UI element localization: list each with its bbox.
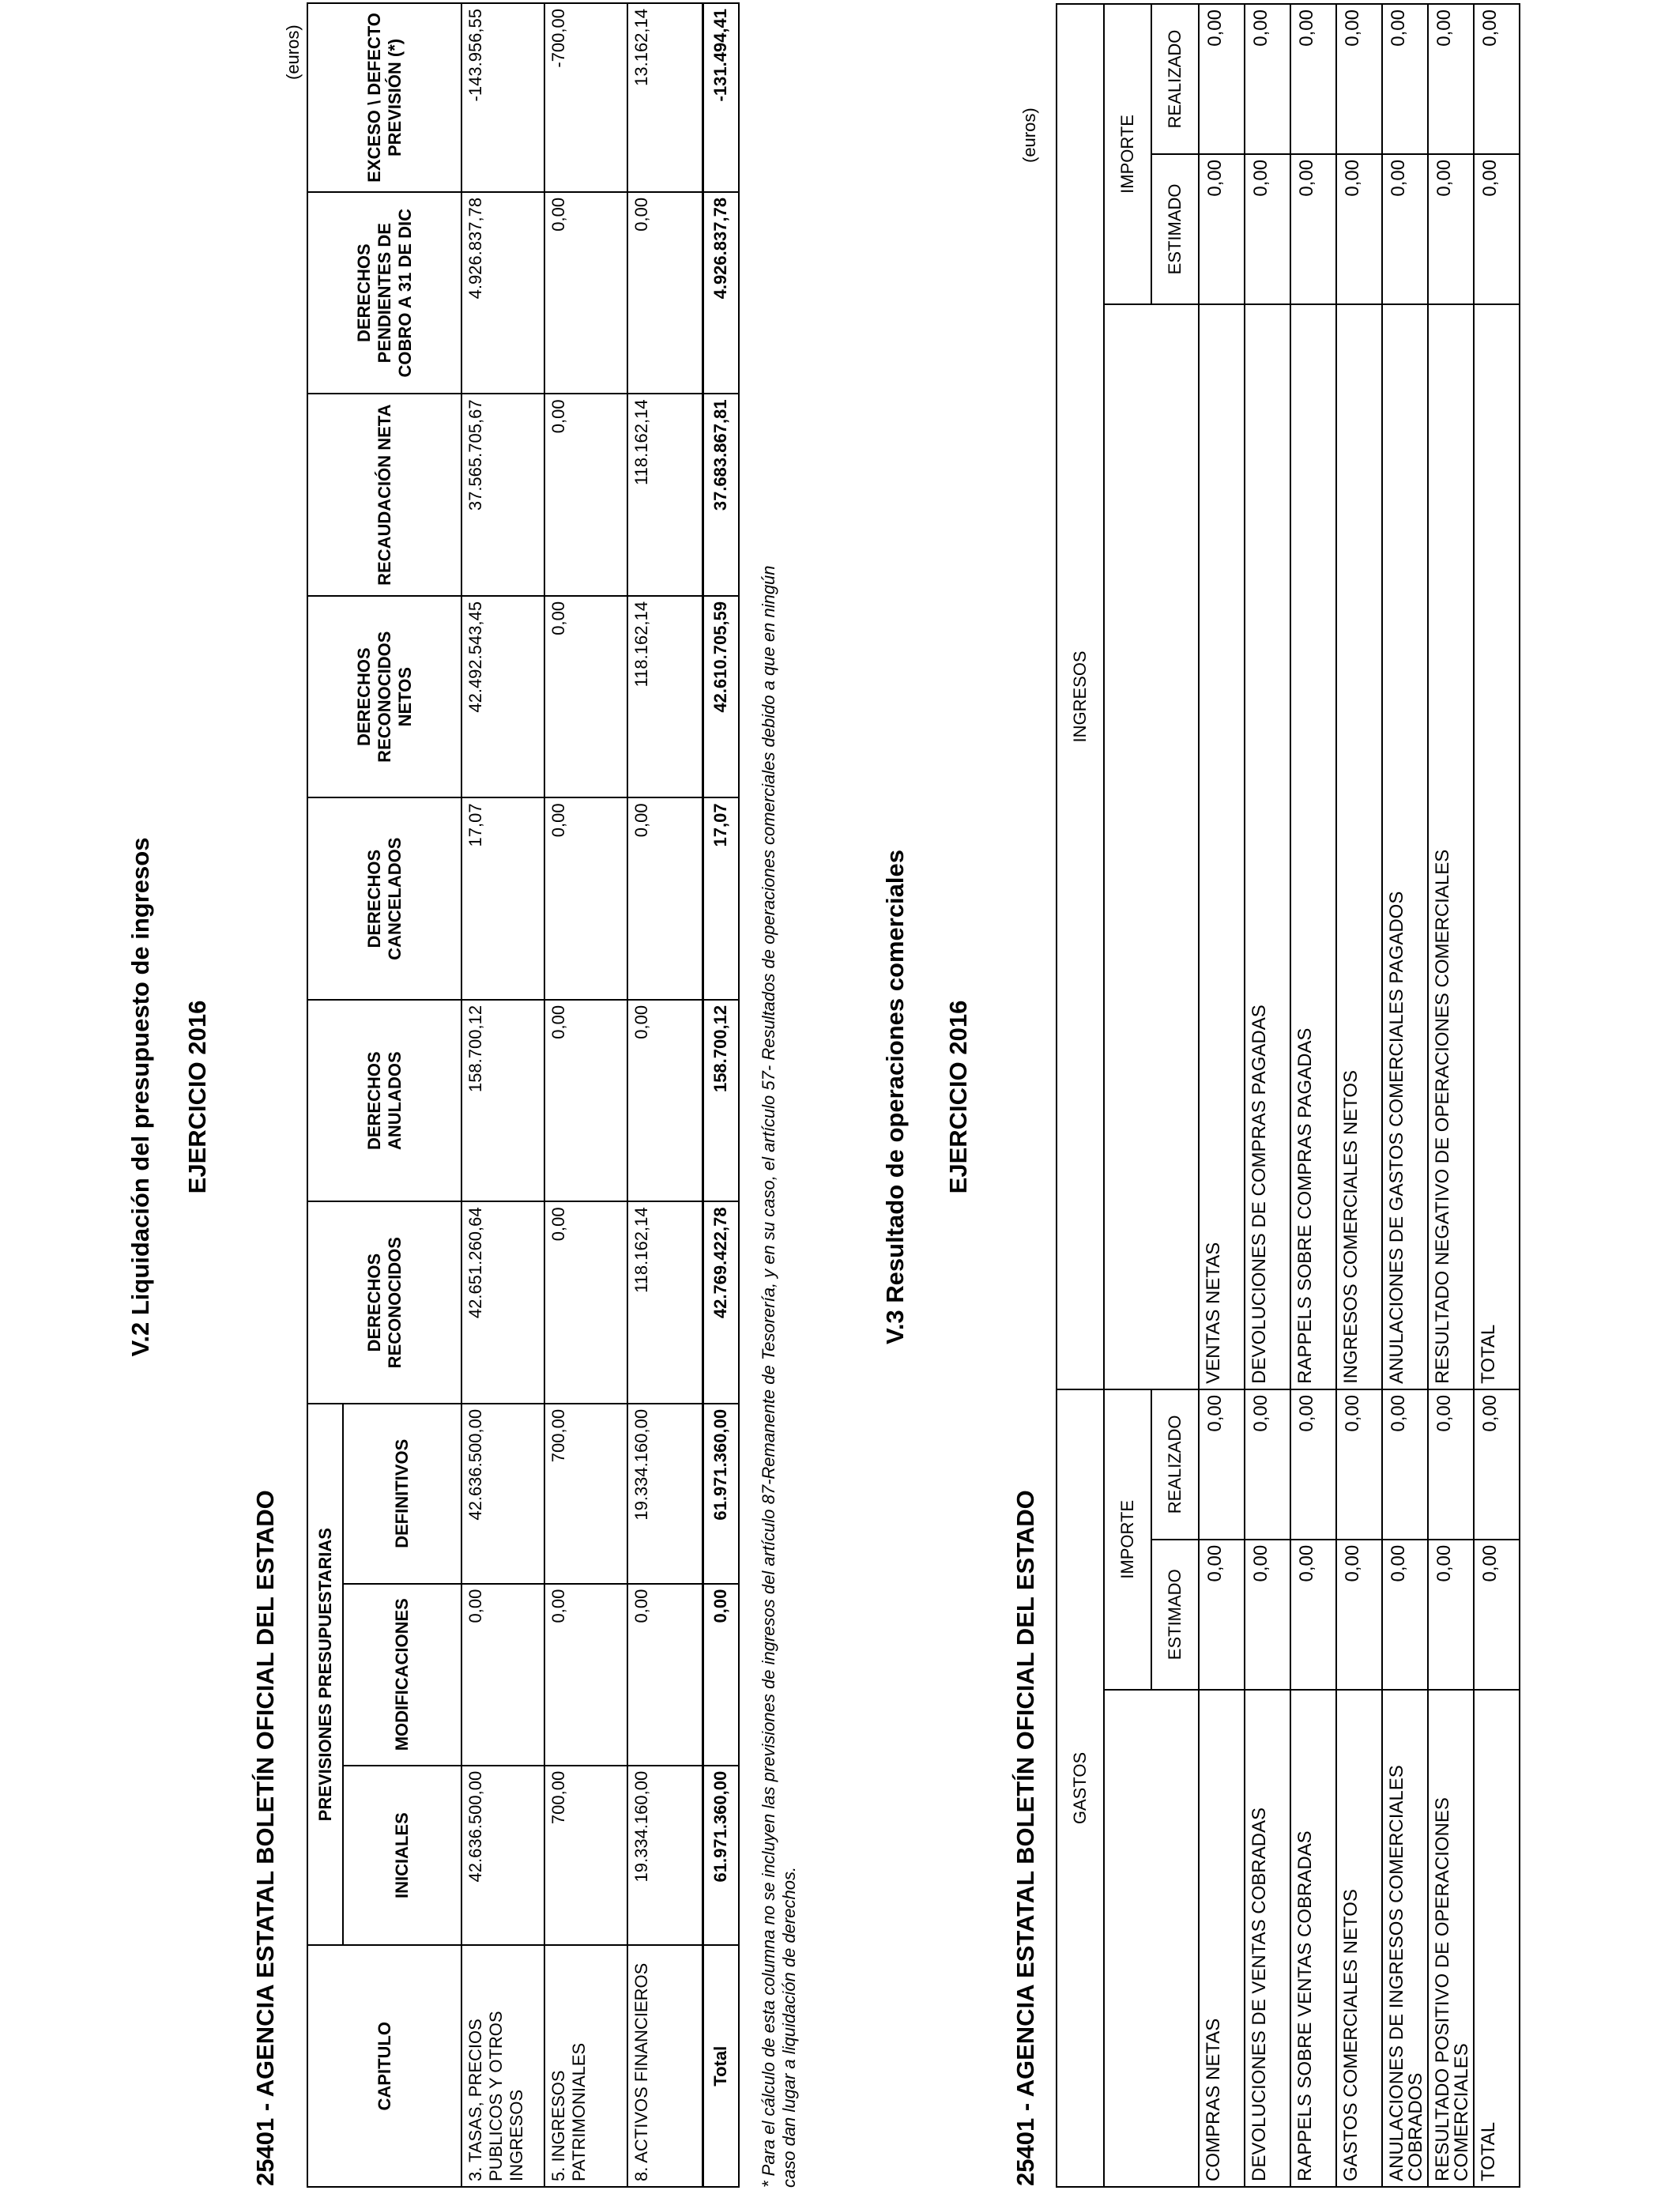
ingresos-label: DEVOLUCIONES DE COMPRAS PAGADAS [1245, 304, 1290, 1389]
cell-modificaciones: 0,00 [544, 1584, 627, 1766]
header-iniciales: INICIALES [343, 1766, 461, 1946]
ingresos-total-realizado: 0,00 [1474, 4, 1520, 154]
total-exceso: -131.494,41 [703, 3, 739, 192]
cell-reconocidos: 118.162,14 [627, 1201, 703, 1404]
total-iniciales: 61.971.360,00 [703, 1766, 739, 1946]
header-gastos-blank [1104, 1690, 1199, 2187]
table-row [544, 3, 627, 2187]
ingresos-realizado: 0,00 [1245, 4, 1290, 154]
ingresos-total-label: TOTAL [1474, 304, 1520, 1389]
ingresos-estimado: 0,00 [1290, 154, 1336, 304]
gastos-estimado: 0,00 [1245, 1540, 1290, 1690]
gastos-estimado: 0,00 [1428, 1540, 1474, 1690]
gastos-realizado: 0,00 [1245, 1389, 1290, 1540]
cell-reconocidos: 42.651.260,64 [461, 1201, 544, 1404]
header-reconocidos: DERECHOS RECONOCIDOS [307, 1201, 461, 1404]
ingresos-realizado: 0,00 [1336, 4, 1382, 154]
cell-iniciales: 19.334.160,00 [627, 1766, 703, 1946]
cell-exceso: 13.162,14 [627, 3, 703, 192]
cell-recaudacion: 118.162,14 [627, 394, 703, 596]
gastos-realizado: 0,00 [1428, 1389, 1474, 1540]
table-row [1382, 4, 1428, 2187]
cell-iniciales: 42.636.500,00 [461, 1766, 544, 1946]
cell-definitivos: 19.334.160,00 [627, 1404, 703, 1584]
header-ingresos: INGRESOS [1057, 4, 1104, 1389]
header-importe-ingresos: IMPORTE [1104, 4, 1151, 304]
header-definitivos: DEFINITIVOS [343, 1404, 461, 1584]
cell-exceso: -143.956,55 [461, 3, 544, 192]
footnote-line-1: * Para el cálculo de esta columna no se incluyen las previsiones de ingresos del artículo 87-Remanente de Tesorería, y en su caso, el artículo 57- Resultados de operaciones comerciales debido a que en ningún [759, 565, 778, 2188]
gastos-label: DEVOLUCIONES DE VENTAS COBRADAS [1245, 1690, 1290, 2187]
cell-netos: 118.162,14 [627, 596, 703, 798]
operaciones-comerciales-table [1056, 3, 1520, 2188]
ingresos-estimado: 0,00 [1382, 154, 1428, 304]
total-netos: 42.610.705,59 [703, 596, 739, 798]
cell-recaudacion: 0,00 [544, 394, 627, 596]
table-row [1290, 4, 1336, 2187]
cell-anulados: 0,00 [627, 1000, 703, 1202]
total-row [1474, 4, 1520, 2187]
ingresos-label: INGRESOS COMERCIALES NETOS [1336, 304, 1382, 1389]
header-previsiones: PREVISIONES PRESUPUESTARIAS [307, 1404, 343, 1946]
ejercicio-v2: EJERCICIO 2016 [183, 1000, 211, 1194]
total-label: Total [703, 1946, 739, 2188]
gastos-estimado: 0,00 [1199, 1540, 1245, 1690]
gastos-total-label: TOTAL [1474, 1690, 1520, 2187]
header-estimado-gastos: ESTIMADO [1151, 1540, 1199, 1690]
cell-anulados: 0,00 [544, 1000, 627, 1202]
cell-definitivos: 700,00 [544, 1404, 627, 1584]
gastos-label: GASTOS COMERCIALES NETOS [1336, 1690, 1382, 2187]
table-row [1428, 4, 1474, 2187]
header-realizado-ingresos: REALIZADO [1151, 4, 1199, 154]
cell-pendientes: 4.926.837,78 [461, 192, 544, 394]
gastos-label: COMPRAS NETAS [1199, 1690, 1245, 2187]
gastos-realizado: 0,00 [1336, 1389, 1382, 1540]
cell-reconocidos: 0,00 [544, 1201, 627, 1404]
header-realizado-gastos: REALIZADO [1151, 1389, 1199, 1540]
gastos-label: RAPPELS SOBRE VENTAS COBRADAS [1290, 1690, 1336, 2187]
gastos-realizado: 0,00 [1290, 1389, 1336, 1540]
footnote [759, 0, 800, 2188]
header-pendientes: DERECHOS PENDIENTES DE COBRO A 31 DE DIC [307, 192, 461, 394]
header-capitulo: CAPITULO [307, 1946, 461, 2188]
gastos-total-realizado: 0,00 [1474, 1389, 1520, 1540]
cell-cancelados: 17,07 [461, 797, 544, 1000]
ejercicio-v3: EJERCICIO 2016 [944, 1000, 972, 1194]
gastos-realizado: 0,00 [1382, 1389, 1428, 1540]
total-row [703, 3, 739, 2187]
ingresos-estimado: 0,00 [1245, 154, 1290, 304]
cell-modificaciones: 0,00 [461, 1584, 544, 1766]
row-capitulo: 3. TASAS, PRECIOS PUBLICOS Y OTROS INGRESOS [461, 1946, 544, 2188]
gastos-realizado: 0,00 [1199, 1389, 1245, 1540]
cell-cancelados: 0,00 [544, 797, 627, 1000]
table-row [1199, 4, 1245, 2187]
table-row [1336, 4, 1382, 2187]
gastos-estimado: 0,00 [1382, 1540, 1428, 1690]
ingresos-realizado: 0,00 [1382, 4, 1428, 154]
header-importe-gastos: IMPORTE [1104, 1389, 1151, 1690]
footnote-line-2: caso dan lugar a liquidación de derechos. [779, 1866, 799, 2188]
cell-netos: 42.492.543,45 [461, 596, 544, 798]
header-netos: DERECHOS RECONOCIDOS NETOS [307, 596, 461, 798]
ingresos-estimado: 0,00 [1336, 154, 1382, 304]
header-ingresos-blank [1104, 304, 1199, 1389]
cell-pendientes: 0,00 [544, 192, 627, 394]
cell-pendientes: 0,00 [627, 192, 703, 394]
header-recaudacion: RECAUDACIÓN NETA [307, 394, 461, 596]
section-title-v3: V.3 Resultado de operaciones comerciales [881, 849, 909, 1345]
cell-modificaciones: 0,00 [627, 1584, 703, 1766]
cell-definitivos: 42.636.500,00 [461, 1404, 544, 1584]
ingresos-label: RESULTADO NEGATIVO DE OPERACIONES COMERCIALES [1428, 304, 1474, 1389]
ingresos-realizado: 0,00 [1199, 4, 1245, 154]
cell-recaudacion: 37.565.705,67 [461, 394, 544, 596]
ingresos-label: ANULACIONES DE GASTOS COMERCIALES PAGADOS [1382, 304, 1428, 1389]
header-gastos: GASTOS [1057, 1389, 1104, 2187]
total-definitivos: 61.971.360,00 [703, 1404, 739, 1584]
units-label-v2: (euros) [283, 25, 303, 80]
header-exceso: EXCESO \ DEFECTO PREVISIÓN (*) [307, 3, 461, 192]
ingresos-realizado: 0,00 [1290, 4, 1336, 154]
cell-netos: 0,00 [544, 596, 627, 798]
cell-cancelados: 0,00 [627, 797, 703, 1000]
organismo-v2: 25401 - AGENCIA ESTATAL BOLETÍN OFICIAL DEL ESTADO [251, 1490, 279, 2186]
table-row [1245, 4, 1290, 2187]
ingresos-label: RAPPELS SOBRE COMPRAS PAGADAS [1290, 304, 1336, 1389]
header-modificaciones: MODIFICACIONES [343, 1584, 461, 1766]
row-capitulo: 8. ACTIVOS FINANCIEROS [627, 1946, 703, 2188]
total-reconocidos: 42.769.422,78 [703, 1201, 739, 1404]
header-estimado-ingresos: ESTIMADO [1151, 154, 1199, 304]
header-anulados: DERECHOS ANULADOS [307, 1000, 461, 1202]
ingresos-estimado: 0,00 [1428, 154, 1474, 304]
ingresos-realizado: 0,00 [1428, 4, 1474, 154]
row-capitulo: 5. INGRESOS PATRIMONIALES [544, 1946, 627, 2188]
total-cancelados: 17,07 [703, 797, 739, 1000]
gastos-label: ANULACIONES DE INGRESOS COMERCIALES COBRADOS [1382, 1690, 1428, 2187]
ingresos-label: VENTAS NETAS [1199, 304, 1245, 1389]
total-modificaciones: 0,00 [703, 1584, 739, 1766]
table-row [627, 3, 703, 2187]
table-row [461, 3, 544, 2187]
total-pendientes: 4.926.837,78 [703, 192, 739, 394]
cell-exceso: -700,00 [544, 3, 627, 192]
gastos-estimado: 0,00 [1336, 1540, 1382, 1690]
cell-anulados: 158.700,12 [461, 1000, 544, 1202]
gastos-label: RESULTADO POSITIVO DE OPERACIONES COMERCIALES [1428, 1690, 1474, 2187]
units-label-v3: (euros) [1019, 107, 1039, 163]
header-cancelados: DERECHOS CANCELADOS [307, 797, 461, 1000]
liquidacion-table [307, 2, 740, 2188]
organismo-v3: 25401 - AGENCIA ESTATAL BOLETÍN OFICIAL DEL ESTADO [1011, 1490, 1039, 2186]
section-title-v2: V.2 Liquidación del presupuesto de ingresos [126, 837, 154, 1357]
total-recaudacion: 37.683.867,81 [703, 394, 739, 596]
cell-iniciales: 700,00 [544, 1766, 627, 1946]
total-anulados: 158.700,12 [703, 1000, 739, 1202]
gastos-estimado: 0,00 [1290, 1540, 1336, 1690]
ingresos-total-estimado: 0,00 [1474, 154, 1520, 304]
gastos-total-estimado: 0,00 [1474, 1540, 1520, 1690]
ingresos-estimado: 0,00 [1199, 154, 1245, 304]
